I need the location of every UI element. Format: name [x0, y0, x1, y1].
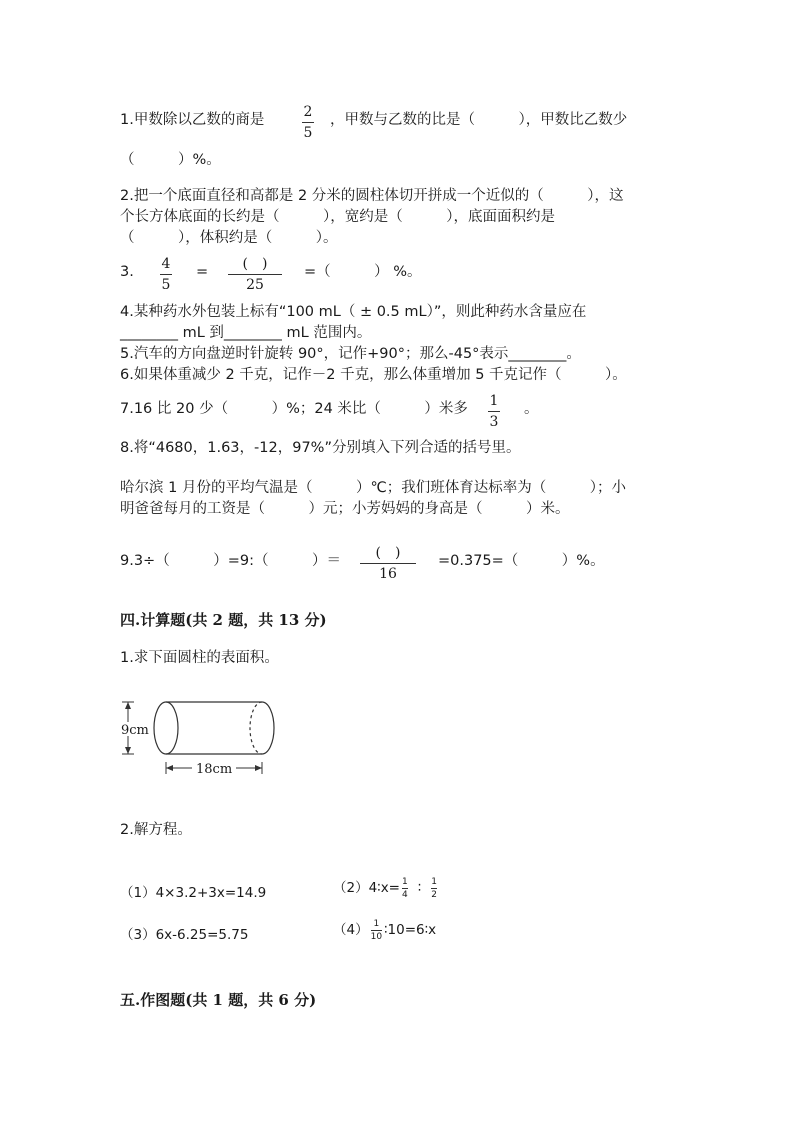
q2-line1: 2.把一个底面直径和高都是 2 分米的圆柱体切开拼成一个近似的（ ），这: [120, 188, 624, 204]
equation-1: （1）4×3.2+3x=14.9: [120, 885, 267, 901]
fraction-denominator: 5: [161, 277, 171, 293]
section5-heading: 五.作图题(共 1 题，共 6 分): [120, 991, 317, 1009]
q5-line: 5.汽车的方向盘逆时针旋转 90°，记作+90°；那么-45°表示________。: [120, 346, 581, 362]
q7-fraction: [488, 393, 500, 430]
fraction-numerator: ( ): [242, 256, 268, 272]
q8-line3: 明爸爸每月的工资是（ ）元；小芳妈妈的身高是（ ）米。: [120, 501, 570, 517]
q3-label: 3.: [120, 264, 134, 280]
cylinder-figure: [118, 690, 288, 782]
equation-2-text: （2）4∶x=: [333, 880, 400, 896]
calc2-prompt: 2.解方程。: [120, 822, 192, 838]
fraction-denominator: 16: [379, 566, 397, 582]
equation-2: [333, 876, 439, 900]
cylinder-hidden-edge: [250, 702, 262, 754]
q1-line1-rest: [330, 110, 627, 130]
fraction-numerator: 4: [161, 256, 171, 272]
q3-equals: =: [196, 264, 209, 280]
q1-fraction: [302, 104, 314, 141]
fraction-denominator: 3: [489, 414, 499, 430]
fraction-numerator: 1: [489, 393, 499, 409]
q1-line2: （ ）%。: [120, 152, 221, 168]
q9-fraction: [360, 545, 416, 582]
q2-line3: （ ），体积约是（ ）。: [120, 230, 338, 246]
equation-2-fraction-1: $\frac{1}{4}$: [402, 876, 408, 900]
q8-line1: 8.将“4680，1.63，-12，97%”分别填入下列合适的括号里。: [120, 440, 521, 456]
equation-3: （3）6x-6.25=5.75: [120, 927, 249, 943]
equation-4-text-a: （4）: [333, 922, 369, 938]
fraction-numerator: 2: [303, 104, 313, 120]
equation-2-colon: ∶: [417, 880, 422, 896]
q4-line2: ________ mL 到________ mL 范围内。: [120, 325, 372, 341]
q9-text: 9.3÷（ ）=9:（ ）＝: [120, 553, 341, 569]
height-label: 9cm: [121, 723, 149, 738]
calc1-prompt: 1.求下面圆柱的表面积。: [120, 650, 279, 666]
q6-line: 6.如果体重减少 2 千克，记作－2 千克，那么体重增加 5 千克记作（ ）。: [120, 367, 627, 383]
length-label: 18cm: [196, 762, 233, 777]
q1-text-b: ，甲数与乙数的比是（ ），甲数比乙数少: [330, 112, 628, 128]
q7-text: 7.16 比 20 少（ ）%；24 米比（ ）米多: [120, 401, 468, 417]
q1-line1: [120, 110, 264, 130]
fraction-numerator: ( ): [375, 545, 401, 561]
equation-4-fraction: $\frac{1}{10}$: [370, 918, 383, 942]
q9-tail: =0.375=（ ）%。: [438, 553, 605, 569]
q2-line2: 个长方体底面的长约是（ ），宽约是（ ），底面面积约是: [120, 209, 555, 225]
equation-4-text-b: ∶10=6∶x: [384, 922, 437, 938]
q8-line2: 哈尔滨 1 月份的平均气温是（ ）℃；我们班体育达标率为（ ）；小: [120, 480, 626, 496]
q1-text-a: 1.甲数除以乙数的商是: [120, 112, 265, 128]
q3-fraction-1: [160, 256, 172, 293]
cylinder-left-base: [154, 702, 178, 754]
q7-tail: 。: [524, 401, 539, 417]
fraction-denominator: 5: [303, 125, 313, 141]
q4-line1: 4.某种药水外包装上标有“100 mL（ ± 0.5 mL）”，则此种药水含量应在: [120, 304, 587, 320]
section4-heading: 四.计算题(共 2 题，共 13 分): [120, 611, 327, 629]
equation-2-fraction-2: $\frac{1}{2}$: [431, 876, 437, 900]
equation-4: [333, 918, 436, 942]
q3-fraction-2: [228, 256, 282, 293]
fraction-denominator: 25: [246, 277, 264, 293]
q3-tail: =（ ） %。: [304, 264, 422, 280]
